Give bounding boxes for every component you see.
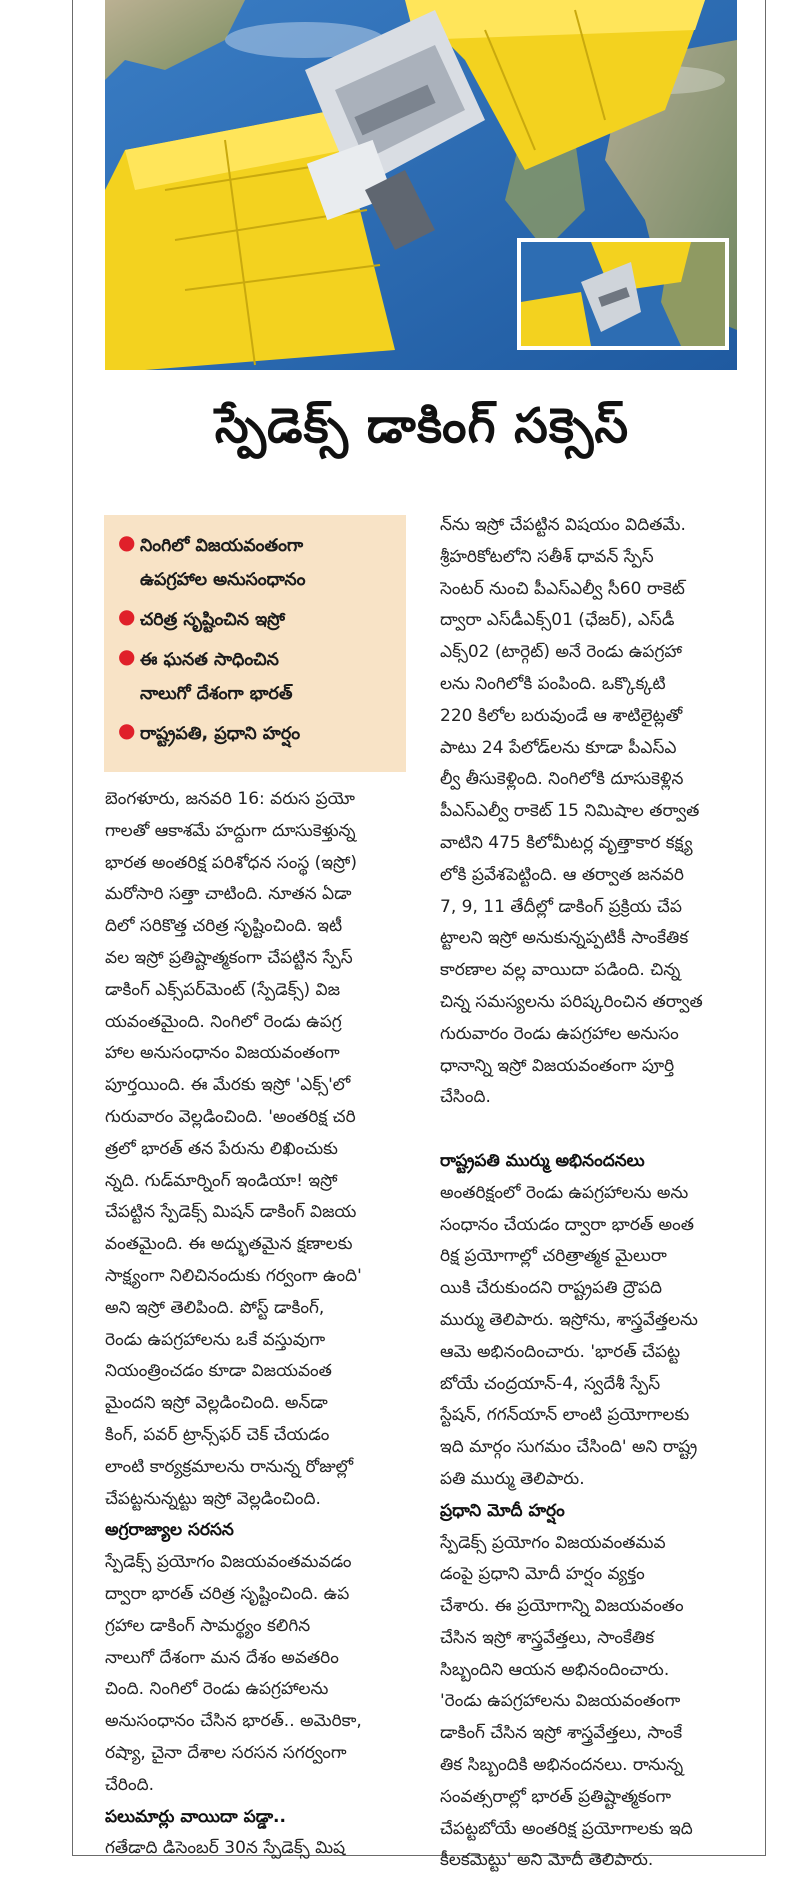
article-line: అని ఇస్రో తెలిపింది. పోస్ట్ డాకింగ్, [105, 1297, 325, 1318]
article-line: స్పేడెక్స్ ప్రయోగం విజయవంతమవడం [105, 1552, 352, 1573]
subheading: అగ్రరాజ్యాల సరసన [105, 1520, 234, 1541]
article-line: లోకి ప్రవేశపెట్టింది. ఆ తర్వాత జనవరి [440, 864, 684, 885]
article-line: కింగ్, పవర్ ట్రాన్స్‌ఫర్ చెక్ చేయడం [105, 1424, 330, 1445]
highlight-text: రాష్ట్రపతి, ప్రధాని హర్షం [140, 724, 301, 744]
highlight-text: ఉపగ్రహాల అనుసంధానం [140, 570, 306, 590]
subheading: ప్రధాని మోదీ హర్షం [440, 1500, 565, 1521]
article-line: వాటిని 475 కిలోమీటర్ల వృత్తాకార కక్ష్య [440, 832, 693, 853]
subheading: రాష్ట్రపతి ముర్ము అభినందనలు [440, 1150, 645, 1171]
article-line: 'రెండు ఉపగ్రహాలను విజయవంతంగా [440, 1691, 681, 1712]
article-line: ఎక్స్02 (టార్గెట్) అనే రెండు ఉపగ్రహా [440, 642, 682, 663]
article-line: డాకింగ్ చేసిన ఇస్రో శాస్త్రవేత్తలు, సాంకే [440, 1723, 683, 1744]
article-line: న్నది. గుడ్‌మార్నింగ్ ఇండియా! ఇస్రో [105, 1170, 338, 1191]
article-line: న్‌ను ఇస్రో చేపట్టిన విషయం విదితమే. [440, 515, 686, 535]
article-line: తిక సిబ్బందికి అభినందనలు. రానున్న [440, 1755, 684, 1776]
inset-photo [517, 238, 729, 350]
article-line: గ్రహాల డాకింగ్ సామర్థ్యం కలిగిన [105, 1615, 311, 1636]
article-line: ఇది మార్గం సుగమం చేసింది' అని రాష్ట్ర [440, 1437, 698, 1458]
article-line: పీఎస్ఎల్వీ రాకెట్ 15 నిమిషాల తర్వాత [440, 801, 700, 822]
article-line: రష్యా, చైనా దేశాల సరసన సగర్వంగా [105, 1742, 347, 1763]
article-line: సెంటర్ నుంచి పీఎస్ఎల్వీ సీ60 రాకెట్ [440, 578, 685, 599]
article-line: వంతమైంది. ఈ అద్భుతమైన క్షణాలకు [105, 1234, 353, 1255]
article-line: ధానాన్ని ఇస్రో విజయవంతంగా పూర్తి [440, 1055, 675, 1076]
highlight-item [118, 529, 398, 597]
article-line: చేపట్టబోయే అంతరిక్ష ప్రయోగాలకు ఇది [440, 1818, 693, 1839]
article-line: అనుసంధానం చేసిన భారత్.. అమెరికా, [105, 1711, 362, 1732]
headline: స్పేడెక్స్ డాకింగ్ సక్సెస్ [214, 398, 630, 454]
article-line: రిక్ష ప్రయోగాల్లో చరిత్రాత్మక మైలురా [440, 1246, 667, 1267]
article-line: లాంటి కార్యక్రమాలను రానున్న రోజుల్లో [105, 1456, 354, 1477]
article-line: ట్టాలని ఇస్రో అనుకున్నప్పటికీ సాంకేతిక [440, 928, 689, 949]
article-line: గురువారం వెల్లడించింది. 'అంతరిక్ష చరి [105, 1106, 356, 1127]
highlight-text: ఈ ఘనత సాధించిన [140, 650, 279, 670]
article-line: పాటు 24 పేలోడ్‌లను కూడా పీఎస్ఎ [440, 737, 677, 758]
article-line: చింది. నింగిలో రెండు ఉపగ్రహాలను [105, 1679, 329, 1700]
article-column-left [105, 784, 410, 1865]
highlight-item [118, 603, 398, 637]
article-line: సాక్ష్యంగా నిలిచినందుకు గర్వంగా ఉంది' [105, 1265, 362, 1286]
article-line: రెండు ఉపగ్రహాలను ఒకే వస్తువుగా [105, 1329, 326, 1350]
article-line: చేపట్టిన స్పేడెక్స్ మిషన్ డాకింగ్ విజయ [105, 1202, 357, 1223]
article-line: లను నింగిలోకి పంపింది. ఒక్కొక్కటి [440, 673, 666, 694]
bullet-icon: ● [118, 644, 136, 668]
article-column-right [440, 510, 742, 1877]
article-line: ద్వారా భారత్ చరిత్ర సృష్టించింది. ఉప [105, 1583, 350, 1604]
article-line: పూర్తయింది. ఈ మేరకు ఇస్రో 'ఎక్స్'లో [105, 1075, 351, 1096]
article-line: ద్వారా ఎస్‌డీఎక్స్01 (ఛేజర్), ఎస్‌డీ [440, 610, 675, 631]
article-line: భారత అంతరిక్ష పరిశోధన సంస్థ (ఇస్రో) [105, 852, 357, 873]
article-line: ఆమె అభినందించారు. 'భారత్ చేపట్ట [440, 1341, 681, 1362]
article-line: వల ఇస్రో ప్రతిష్టాత్మకంగా చేపట్టిన స్పేస్ [105, 947, 353, 968]
highlight-item [118, 643, 398, 711]
article-line: ల్వీ తీసుకెళ్లింది. నింగిలోకి దూసుకెళ్లిన [440, 769, 684, 790]
subheading: పలుమార్లు వాయిదా పడ్డా.. [105, 1806, 286, 1827]
article-line: నియంత్రించడం కూడా విజయవంత [105, 1361, 332, 1382]
article-line: ముర్ము తెలిపారు. ఇస్రోను, శాస్త్రవేత్తలను [440, 1309, 698, 1330]
article-line: చిన్న సమస్యలను పరిష్కరించిన తర్వాత [440, 991, 703, 1012]
article-line: స్పేడెక్స్ ప్రయోగం విజయవంతమవ [440, 1532, 666, 1553]
article-line: గాలతో ఆకాశమే హద్దుగా దూసుకెళ్తున్న [105, 820, 356, 841]
highlight-text: చరిత్ర సృష్టించిన ఇస్రో [140, 610, 285, 630]
article-line: చేరింది. [105, 1774, 155, 1795]
article-line: అంతరిక్షంలో రెండు ఉపగ్రహాలను అను [440, 1182, 689, 1203]
article-line [440, 1114, 742, 1146]
article-line: కారణాల వల్ల వాయిదా పడింది. చిన్న [440, 960, 681, 981]
article-line: నాలుగో దేశంగా మన దేశం అవతరిం [105, 1647, 339, 1668]
article-line: 7, 9, 11 తేదీల్లో డాకింగ్ ప్రక్రియ చేప [440, 896, 682, 917]
article-line: బెంగళూరు, జనవరి 16: వరుస ప్రయో [105, 789, 355, 809]
article-line: డాకింగ్ ఎక్స్‌పర్‌మెంట్ (స్పేడెక్స్) విజ [105, 979, 341, 1000]
highlight-text: నింగిలో విజయవంతంగా [140, 536, 304, 556]
article-line: సంవత్సరాల్లో భారత్ ప్రతిష్టాత్మకంగా [440, 1786, 672, 1807]
highlight-text: నాలుగో దేశంగా భారత్ [140, 684, 293, 704]
highlight-item [118, 717, 398, 751]
article-line: చేశారు. ఈ ప్రయోగాన్ని విజయవంతం [440, 1596, 684, 1617]
article-line: యవంతమైంది. నింగిలో రెండు ఉపగ్ర [105, 1011, 342, 1032]
article-line: 220 కిలోల బరువుండే ఆ శాటిలైట్లతో [440, 705, 683, 726]
bullet-icon: ● [118, 718, 136, 742]
article-line: యికి చేరుకుందని రాష్ట్రపతి ద్రౌపది [440, 1278, 662, 1299]
article-line: సిబ్బందిని ఆయన అభినందించారు. [440, 1659, 670, 1680]
article-line: దిలో సరికొత్త చరిత్ర సృష్టించింది. ఇటీ [105, 916, 343, 937]
satellite-photo [105, 0, 737, 370]
highlights-box [104, 515, 406, 772]
article-line: మైందని ఇస్రో వెల్లడించింది. అన్‌డా [105, 1393, 328, 1414]
article-line: బోయే చంద్రయాన్-4, స్వదేశీ స్పేస్ [440, 1373, 661, 1394]
article-line: పతి ముర్ము తెలిపారు. [440, 1468, 585, 1489]
article-line: మరోసారి సత్తా చాటింది. నూతన ఏడా [105, 884, 352, 905]
article-line: కీలకమెట్టు' అని మోదీ తెలిపారు. [440, 1850, 654, 1871]
article-line: స్టేషన్, గగన్‌యాన్ లాంటి ప్రయోగాలకు [440, 1405, 690, 1426]
article-line: డంపై ప్రధాని మోదీ హర్షం వ్యక్తం [440, 1564, 645, 1585]
article-line: గతేడాది డిసెంబర్ 30న స్పేడెక్స్ మిష [105, 1838, 346, 1859]
bullet-icon: ● [118, 604, 136, 628]
article-line: హాల అనుసంధానం విజయవంతంగా [105, 1043, 340, 1064]
article-line: త్రలో భారత్ తన పేరును లిఖించుకు [105, 1138, 338, 1159]
article-line: సంధానం చేయడం ద్వారా భారత్ అంత [440, 1214, 694, 1235]
article-line: చేపట్టనున్నట్టు ఇస్రో వెల్లడించింది. [105, 1488, 321, 1509]
article-line: చేసింది. [440, 1087, 491, 1108]
article-line: గురువారం రెండు ఉపగ్రహాల అనుసం [440, 1023, 679, 1044]
article-line: శ్రీహరికోటలోని సతీశ్ ధావన్ స్పేస్ [440, 546, 654, 567]
bullet-icon: ● [118, 530, 136, 554]
article-line: చేసిన ఇస్రో శాస్త్రవేత్తలు, సాంకేతిక [440, 1627, 655, 1648]
